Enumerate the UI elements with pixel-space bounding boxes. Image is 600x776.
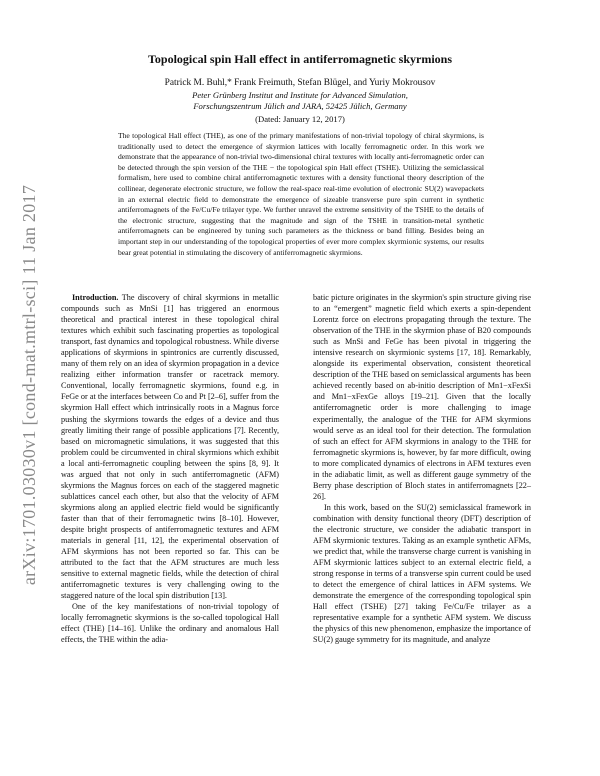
right-paragraph-1: batic picture originates in the skyrmion's spin structure giving rise to an “emergent” magnetic field which exerts a spin-dependent Lorentz force on electrons propagating through the texture. The observation of the THE in the skyrmion phase of B20 compounds such as MnSi and FeGe has been pivotal in triggering the intensive research on skyrmionic systems [17, 18]. Remarkably, alongside its experimental observation, consistent theoretical description of the THE based on semiclassical arguments has been achieved recently based on ab-initio description of Mn1−xFexSi and Mn1−xFexGe alloys [19–21]. Given that the locally antiferromagnetic order is more challenging to image experimentally, the analogue of the THE for AFM skyrmions would serve as an ideal tool for their detection. The formulation of such an effect for AFM skyrmions in analogy to the THE for ferromagnetic skyrmions is, however, by far more difficult, owing to more complicated dynamics of electrons in AFM textures even in the adiabatic limit, as well as different gauge symmetry of the Berry phase description of Bloch states in antiferromagnets [22–26].: [313, 293, 531, 501]
arxiv-stamp-text: arXiv:1701.03030v1 [cond-mat.mtrl-sci] 11 Jan 2017: [19, 184, 39, 586]
affiliation: [60, 90, 540, 112]
author-list: Patrick M. Buhl,* Frank Freimuth, Stefan Blügel, and Yuriy Mokrousov: [164, 78, 436, 88]
dated-line: (Dated: January 12, 2017): [255, 114, 345, 124]
right-paragraph-2: In this work, based on the SU(2) semiclassical framework in combination with density functional theory (DFT) description of the electronic structure, we consider the adiabatic transport in AFM skyrmionic textures. Taking as an example synthetic AFMs, we predict that, while the transverse charge current is vanishing in AFM skyrmionic lattices subject to an external electric field, a strong response in terms of a transverse spin current could be used to detect the emergence of chiral lattices in AFM systems. We demonstrate the emergence of the corresponding topological spin Hall effect (TSHE) [27] taking Fe/Cu/Fe trilayer as a representative example for a synthetic AFM system. We discuss the physics of this new phenomenon, emphasize the importance of SU(2) gauge symmetry for its magnitude, and analyze: [313, 502, 531, 645]
intro-text: The discovery of chiral skyrmions in metallic compounds such as MnSi [1] has triggered an enormous theoretical and practical interest in these topological chiral textures which exhibit such fascinating properties as topological transport, fast dynamics and topological robustness. While diverse applications of skyrmions in spintronics are currently discussed, many of them rely on an idea of skyrmion propagation in a device realizing either information transfer or racetrack memory. Conventional, locally ferromagnetic skyrmions, found e.g. in FeGe or at the interfaces between Co and Pt [2–6], suffer from the skyrmion Hall effect which intrinsically roots in a Magnus force pushing the skyrmions towards the edges of a device and thus greatly limiting their range of possible applications [7]. Recently, based on micromagnetic simulations, it was suggested that this problem could be circumvented in chiral skyrmions which exhibit a local anti-ferromagnetic coupling between the spins [8, 9]. It was argued that not only in such antiferromagnetic (AFM) skyrmions the Magnus forces on each of the staggered magnetic sublattices cancel each other, but also that the velocity of AFM skyrmions along an applied electric field would be significantly faster than that of their ferromagnetic twins [8–10]. However, despite bright prospects of antiferromagnetic textures and AFM materials in general [11, 12], the experimental observation of AFM skyrmions has not been reported so far. This can be attributed to the fact that the AFM structures are much less sensitive to external magnetic fields, while the detection of chiral antiferromagnetic textures is very challenging owing to the staggered nature of the local spin distribution [13].: [61, 293, 279, 601]
intro-heading: Introduction.: [72, 293, 119, 302]
affiliation-line-1: Peter Grünberg Institut and Institute for Advanced Simulation,: [192, 90, 408, 100]
left-paragraph-2: One of the key manifestations of non-trivial topology of locally ferromagnetic skyrmions is the so-called topological Hall effect (THE) [14–16]. Unlike the ordinary and anomalous Hall effects, the THE within the adia-: [61, 602, 279, 645]
affiliation-line-2: Forschungszentrum Jülich and JARA, 52425 Jülich, Germany: [193, 101, 407, 111]
arxiv-stamp: [0, 150, 39, 630]
left-column: [61, 292, 279, 646]
right-column: [313, 292, 531, 646]
paper-title: Topological spin Hall effect in antiferromagnetic skyrmions: [148, 52, 452, 66]
abstract: The topological Hall effect (THE), as one of the primary manifestations of non-trivial topology of chiral skyrmions, is traditionally used to detect the emergence of skyrmion lattices with locally ferromagnetic order. In this work we demonstrate that the appearance of non-trivial two-dimensional chiral textures with locally anti-ferromagnetic order can be detected through the spin version of the THE − the topological spin Hall effect (TSHE). Utilizing the semiclassical formalism, here used to combine chiral antiferromagnetic textures with a density functional theory description of the collinear, degenerate electronic structure, we follow the real-space real-time evolution of electronic SU(2) wavepackets in an external electric field to demonstrate the emergence of sizeable transverse pure spin current in synthetic antiferromagnets of the Fe/Cu/Fe trilayer type. We further unravel the extreme sensitivity of the TSHE to the details of the electronic structure, suggesting that the magnitude and sign of the TSHE in transition-metal synthetic antiferromagnets can be engineered by tuning such parameters as the thickness or band filling. Besides being an important step in our understanding of the topological properties of ever more complex skyrmionic systems, our results bear great potential in stimulating the discovery of antiferromagnetic skyrmions.: [118, 131, 484, 257]
intro-paragraph: [61, 292, 279, 601]
